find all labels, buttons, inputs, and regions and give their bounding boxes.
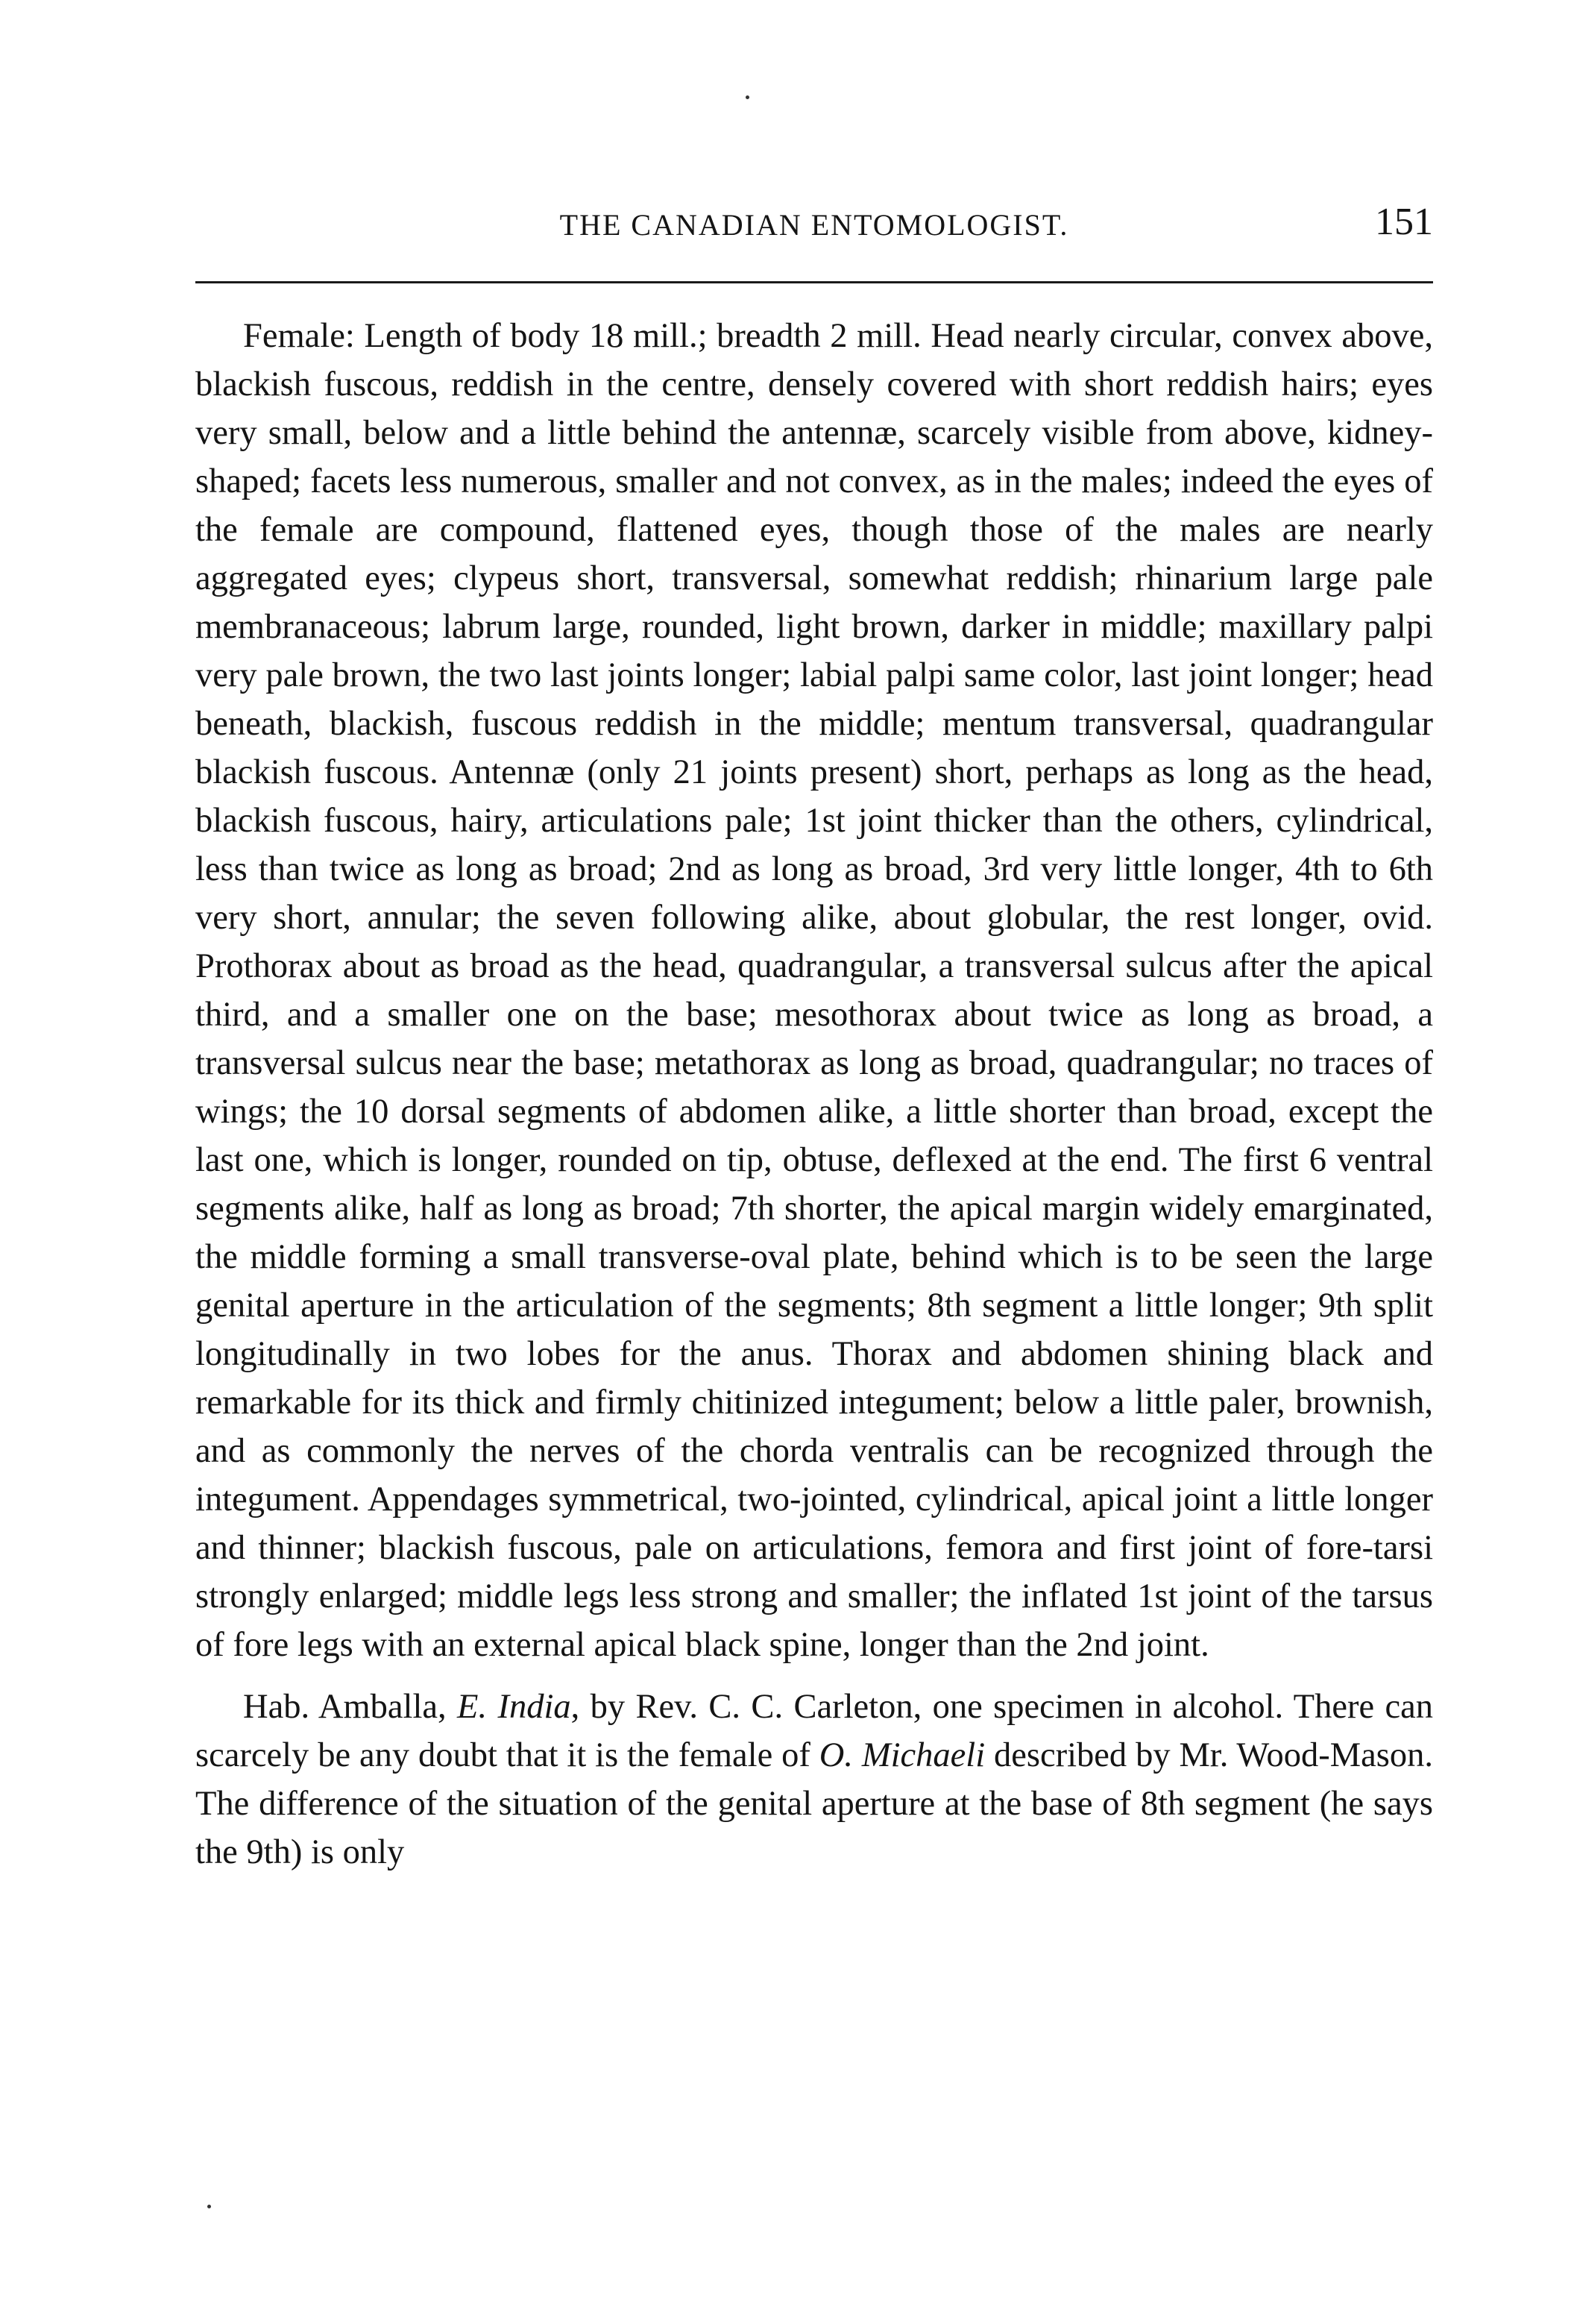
italic-text: E. India xyxy=(457,1688,571,1726)
body-text xyxy=(195,312,1433,1877)
page-number: 151 xyxy=(1375,201,1433,243)
header-rule xyxy=(195,281,1433,283)
text-run: , by Rev. C. C. Carleton, one specimen in alcohol. There can scarcely be any doubt that it is the female of xyxy=(195,1688,1433,1774)
text-run: Female: Length of body 18 mill.; breadth 2 mill. Head nearly circular, convex above, blackish fuscous, reddish in the centre, densely covered with short reddish hairs; eyes very small, below and a little behind the antennæ, scarcely visible from above, kidney-shaped; facets less numerous, smaller and not convex, as in the males; indeed the eyes of the female are compound, flattened eyes, though those of the males are nearly aggregated eyes; clypeus short, transversal, somewhat reddish; rhinarium large pale membranaceous; labrum large, rounded, light brown, darker in middle; maxillary palpi very pale brown, the two last joints longer; labial palpi same color, last joint longer; head beneath, blackish, fuscous reddish in the middle; mentum transversal, quadrangular blackish fuscous. Antennæ (only 21 joints present) short, perhaps as long as the head, blackish fuscous, hairy, articulations pale; 1st joint thicker than the others, cylindrical, less than twice as long as broad; 2nd as long as broad, 3rd very little longer, 4th to 6th very short, annular; the seven following alike, about globular, the rest longer, ovid. Prothorax about as broad as the head, quadrangular, a transversal sulcus after the apical third, and a smaller one on the base; mesothorax about twice as long as broad, a transversal sulcus near the base; metathorax as long as broad, quadrangular; no traces of wings; the 10 dorsal segments of abdomen alike, a little shorter than broad, except the last one, which is longer, rounded on tip, obtuse, deflexed at the end. The first 6 ventral segments alike, half as long as broad; 7th shorter, the apical margin widely emarginated, the middle forming a small transverse-oval plate, behind which is to be seen the large genital aperture in the articulation of the segments; 8th segment a little longer; 9th split longitudinally in two lobes for the anus. Thorax and abdomen shining black and remarkable for its thick and firmly chitinized integument; below a little paler, brownish, and as commonly the nerves of the chorda ventralis can be recognized through the integument. Appendages symmetrical, two-jointed, cylindrical, apical joint a little longer and thinner; blackish fuscous, pale on articulations, femora and first joint of fore-tarsi strongly enlarged; middle legs less strong and smaller; the inflated 1st joint of the tarsus of fore legs with an external apical black spine, longer than the 2nd joint. xyxy=(195,317,1433,1664)
text-run: described by Mr. Wood-Mason. The difference of the situation of the genital aperture at the base of 8th segment (he says the 9th) is only xyxy=(195,1736,1433,1871)
paragraph xyxy=(195,1683,1433,1877)
speck-mark xyxy=(746,95,749,99)
paragraph xyxy=(195,312,1433,1669)
running-title: THE CANADIAN ENTOMOLOGIST. xyxy=(559,208,1069,242)
speck-mark xyxy=(207,2205,211,2208)
italic-text: O. Michaeli xyxy=(819,1736,986,1774)
text-run: Hab. Amballa, xyxy=(243,1688,458,1726)
page-header xyxy=(195,200,1433,252)
